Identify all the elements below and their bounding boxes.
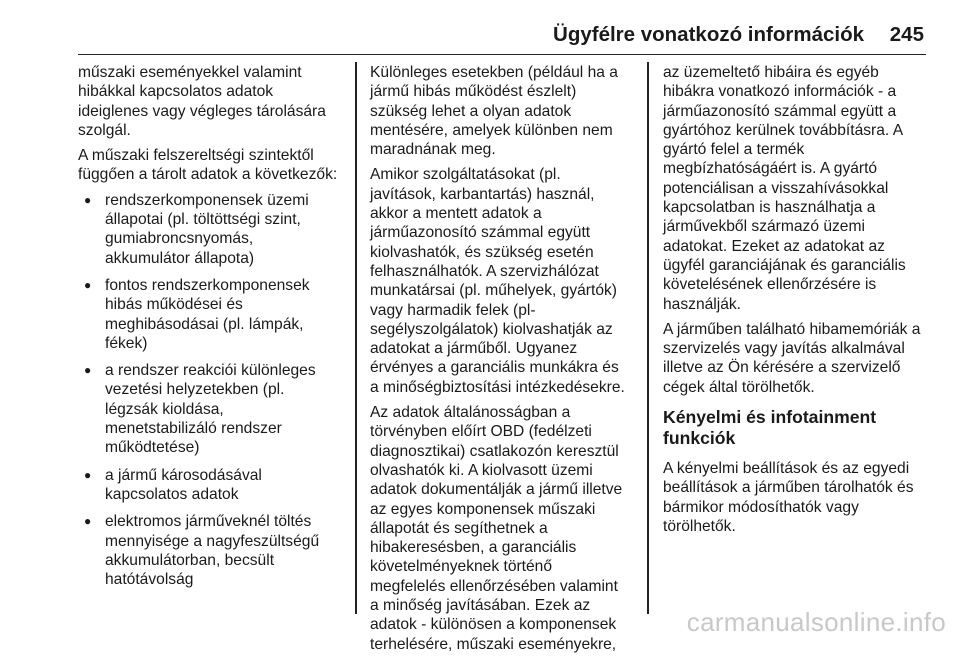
paragraph: Különleges esetekben (például ha a jármű hibás működést észlelt) szükség lehet a olyan adatok mentésére, amelyek különben nem maradnának meg. — [370, 64, 618, 159]
column-divider — [647, 62, 649, 614]
page-number: 245 — [889, 23, 924, 46]
watermark: carmanualsonline.info — [686, 607, 946, 637]
section-heading: Kényelmi és infotainment funkciók — [663, 407, 877, 449]
paragraph: Amikor szolgáltatásokat (pl. javítások, karbantartás) használ, akkor a mentett adatok a járműazonosító számmal együtt kiolvashatók, és szükség esetén felhasználhatók. A szervizhálózat munkatársai (pl. műhelyek, gyártók) vagy harmadik felek (pl- segélyszolgálatok) kiolvashatják az adatokat a járműből. Ugyanez érvényes a garanciális munkákra és a minőségbiztosítási intézkedésekre. — [370, 166, 625, 396]
page-header — [78, 0, 926, 55]
list-item: ● fontos rendszerkomponensek hibás működései és meghibásodásai (pl. lámpák, fékek) — [78, 276, 354, 353]
text-column-middle — [370, 63, 646, 660]
paragraph: A kényelmi beállítások és az egyedi beállítások a járműben tárolhatók és bármikor módosíthatók vagy törölhetők. — [663, 460, 914, 535]
list-item: ● rendszerkomponensek üzemi állapotai (pl. töltöttségi szint, gumiabroncsnyomás, akkumulátor állapota) — [78, 191, 354, 268]
paragraph: A járműben található hibamemóriák a szervizelés vagy javítás alkalmával illetve az Ön kérésére a szervizelő cégek által törölhetők. — [663, 320, 921, 396]
paragraph: az üzemeltető hibáira és egyéb hibákra vonatkozó információk - a járműazonosító számmal együtt a gyártóhoz kerülnek továbbításra. A gyártó felel a termék megbízhatóságáért is. A gyártó potenciálisan a visszahívásokkal kapcsolatban is használhatja a járművekből származó üzemi adatokat. Ezeket az adatokat az ügyfél garanciájának és garanciális követelésének ellenőrzésére is használják. — [663, 64, 906, 313]
text-column-left — [78, 63, 354, 597]
bullet-list — [78, 191, 354, 590]
paragraph: műszaki eseményekkel valamint hibákkal kapcsolatos adatok ideiglenes vagy végleges tárolására szolgál. — [78, 64, 326, 139]
list-item: ● a rendszer reakciói különleges vezetési helyzetekben (pl. légzsák kioldása, menetstabilizáló rendszer működtetése) — [78, 361, 354, 457]
list-item: ● elektromos járműveknél töltés mennyisége a nagyfeszültségű akkumulátorban, becsült hatótávolság — [78, 512, 354, 589]
text-column-right — [663, 63, 931, 542]
page-title: Ügyfélre vonatkozó információk — [553, 23, 864, 46]
column-divider — [355, 62, 357, 614]
paragraph: Az adatok általánosságban a törvényben előírt OBD (fedélzeti diagnosztikai) csatlakozón keresztül olvashatók ki. A kiolvasott üzemi adatok dokumentálják a jármű illetve az egyes komponensek műszaki állapotát és segíthetnek a hibakeresésben, a garanciális követelményeknek történő megfelelés ellenőrzésében valamint a minőség javításában. Ezek az adatok - különösen a komponensek terhelésére, műszaki eseményekre, — [370, 404, 623, 653]
paragraph: A műszaki felszereltségi szintektől függően a tárolt adatok a következők: — [78, 147, 338, 184]
list-item: ● a jármű károsodásával kapcsolatos adatok — [78, 466, 354, 505]
